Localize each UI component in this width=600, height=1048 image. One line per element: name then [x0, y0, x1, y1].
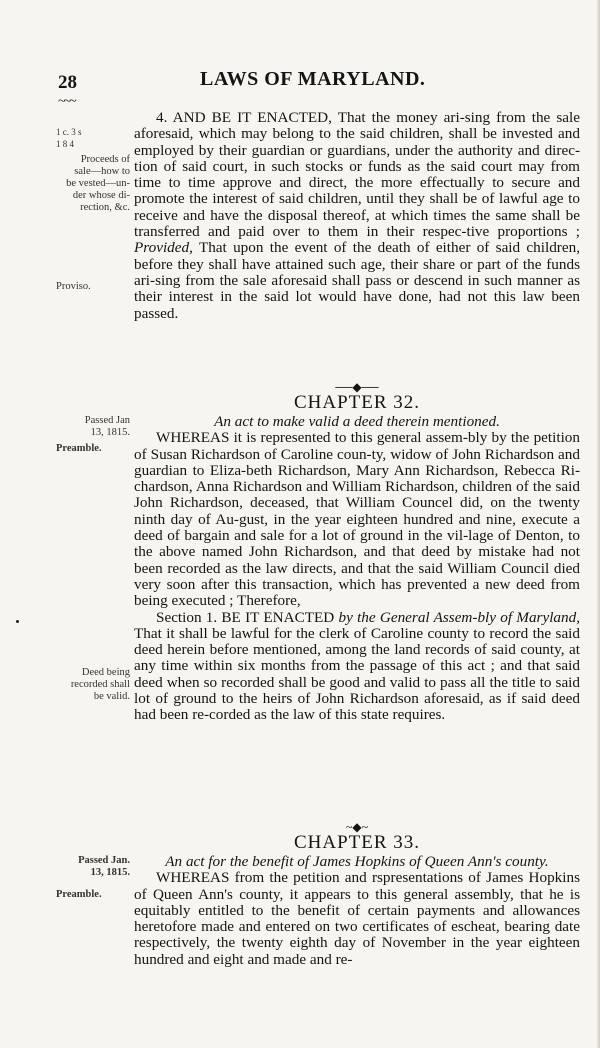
page-number: 28 [58, 72, 77, 93]
ornament-2: ~◆~ [345, 820, 369, 834]
margin-note-proceeds: Proceeds of sale—how to be vested—un- der whose di- rection, &c. [66, 154, 130, 213]
chapter-33-title: CHAPTER 33. [293, 832, 421, 853]
margin-note-proviso: Proviso. [56, 281, 91, 292]
chapter-33-preamble: WHEREAS from the petition and rspresentations of James Hopkins of Queen Ann's county, it appears to this general assembly, that he is equitably entitled to the benefit of certain payments and allowances heretofore made and entered on two certificates of escheat, bearing date respectively, the twenty eighth day of November in the year eighteen hundred and eight and made and re- [134, 869, 580, 968]
chapter-32-title: CHAPTER 32. [293, 392, 421, 413]
margin-note-passed-32: Passed Jan 13, 1815. [84, 415, 130, 438]
head-ornament: ~~~ [58, 94, 75, 109]
provided-word: Provided, [134, 239, 193, 257]
chapter-33-act-title: An act for the benefit of James Hopkins of Queen Ann's county. [165, 853, 549, 870]
chapter-32-act-title: An act to make valid a deed therein mentioned. [214, 413, 500, 430]
section-4-text: 4. AND BE IT ENACTED, That the money ari-sing from the sale aforesaid, which may belong to the said children, shall be invested and employed by their guardian or guardians, under the authority and direc-tion of said court, in such stocks or funds as the said court may from time to time approve and direct, the more effectually to secure and promote the interest of said children, until they shall be of lawful age to receive and have the disposal thereof, at which times the same shall be transferred and paid over to them in their respec-tive proportions ; Provided, That upon the event of the death of either of said children, before they shall have attained such age, their share or part of the funds ari-sing from the sale aforesaid shall pass or descend in such manner as their interest in the said lot would have done, had not this law been passed. [134, 109, 580, 322]
ornament-1: ──◆── [335, 380, 379, 394]
margin-note-preamble-33: Preamble. [56, 889, 102, 900]
chapter-32-section-1: Section 1. BE IT ENACTED by the General Assem-bly of Maryland, That it shall be lawful for the clerk of Caroline county to record the said deed herein before mentioned, among the land records of said county, at any time within six months from the passage of this act ; and that said deed when so recorded shall be good and valid to pass all the title to said lot of ground to the heirs of John Richardson aforesaid, as if said deed had been re-corded as the law of this state requires. [134, 608, 581, 724]
running-head: LAWS OF MARYLAND. [200, 68, 426, 90]
chapter-32 [134, 392, 580, 724]
ink-speck [16, 620, 19, 623]
margin-note-citation: 1 c. 3 s 1 8 4 [56, 127, 82, 149]
margin-note-preamble-32: Preamble. [56, 443, 102, 454]
section-4 [134, 110, 580, 322]
page-edge-shadow [596, 0, 600, 1048]
chapter-32-preamble: WHEREAS it is represented to this general assem-bly by the petition of Susan Richardson of Caroline coun-ty, widow of John Richardson and guardian to Eliza-beth Richardson, Mary Ann Richardson, Rebecca Ri-chardson, Anna Richardson and William Richardson, children of the said John Richardson, deceased, that William Councel did, on the twenty ninth day of Au-gust, in the year eighteen hundred and nine, execute a deed of bargain and sale for a lot of ground in the vil-lage of Denton, to the above named John Richardson, and that deed by mistake had not been recorded as the law directs, and that the said William Council died very soon after this transaction, which has prevented a new deed from being executed ; Therefore, [134, 429, 580, 610]
section-4-lead: 4. AND BE IT ENACTED, [156, 109, 332, 126]
margin-note-deed-valid: Deed being recorded shall be valid. [70, 667, 130, 702]
chapter-33 [134, 832, 580, 968]
margin-note-passed-33: Passed Jan. 13, 1815. [78, 855, 130, 878]
